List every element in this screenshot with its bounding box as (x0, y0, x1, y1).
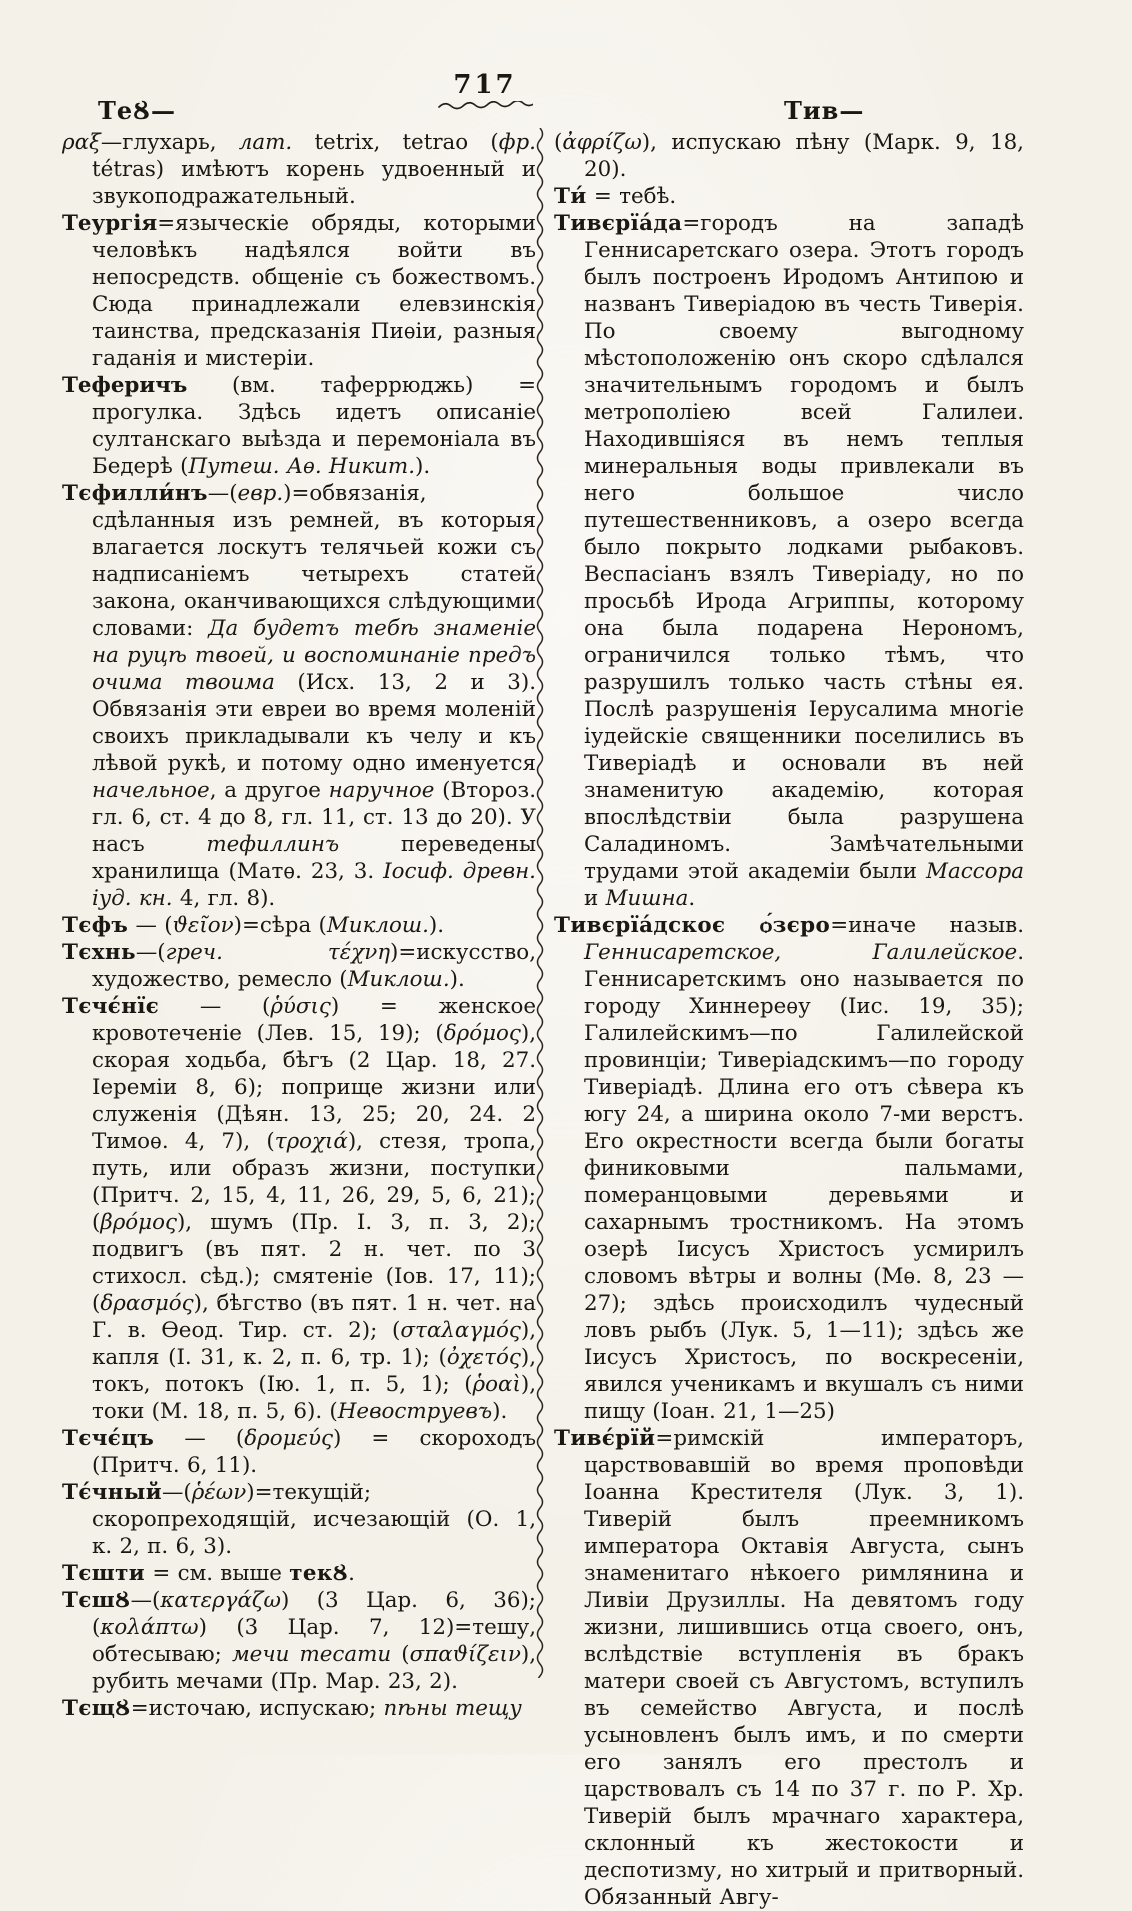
page-number-rule (437, 101, 533, 113)
dictionary-entry (62, 1695, 536, 1722)
entry-headword: Ти́ (554, 184, 587, 209)
greek-text: ϑεῖον (172, 913, 234, 938)
entry-text: — ( (154, 1426, 245, 1451)
entry-text: = тебѣ. (586, 184, 677, 209)
entry-text: тефиллинъ (206, 832, 340, 857)
entry-text: Да будетъ тебѣ знаменіе на руцѣ твоей, и воспоминаніе предъ очима твоима (92, 616, 536, 695)
entry-headword: Тивєрїа́дскоє ѻ́зєро (554, 913, 831, 938)
entry-text: )=обвязанія, сдѣланныя изъ ремней, въ которыя влагается лоскутъ телячьей кожи съ надписаніемъ четырехъ статей закона, оканчивающихся слѣдующими словами: (92, 481, 536, 641)
entry-text: . Геннисаретскимъ оно называется по городу Хиннереѳу (Іис. 19, 35); Галилейскимъ—по Галилейской провинціи; Тиверіадскимъ—по городу Тиверіадѣ. Длина его отъ сѣвера къ югу 24, а ширина около 7-ми верстъ. Его окрестности всегда были богаты финиковыми пальмами, померанцовыми деревьями и сахарнымъ тростникомъ. На этомъ озерѣ Іисусъ Христосъ усмирилъ словомъ вѣтры и волны (Мѳ. 8, 23 — 27); здѣсь происходилъ чудесный ловъ рыбъ (Лук. 5, 1—11); здѣсь же Іисусъ Христосъ, по воскресеніи, явился ученикамъ и вкушалъ съ ними пищу (Іоан. 21, 1—25) (584, 940, 1024, 1424)
entry-text: фр. (498, 130, 536, 155)
entry-text: —( (130, 1588, 161, 1613)
entry-text: Путеш. Аѳ. Никит. (188, 454, 415, 479)
dictionary-entry (62, 912, 536, 939)
entry-text: Іосиф. древн. іуд. кн. (92, 859, 536, 911)
dictionary-entry (554, 129, 1024, 183)
dictionary-entry (62, 1560, 536, 1587)
dictionary-entry (62, 210, 536, 372)
column-divider-rule (534, 128, 548, 1678)
entry-text: )=искусство, художество, ремесло ( (92, 940, 536, 992)
column-divider-path (538, 128, 543, 1678)
dictionary-entry (554, 183, 1024, 210)
entry-text: —( (207, 481, 238, 506)
entry-text: Миклош. (326, 913, 429, 938)
entry-text: ), скорая ходьба, бѣгъ (2 Цар. 18, 27. Іереміи 8, 6); поприще жизни или служенія (Дѣян. 13, 25; 20, 24. 2 Тимоѳ. 4, 7), ( (92, 1021, 536, 1154)
entry-headword: Тєхнь (62, 940, 136, 965)
greek-text: δρόμος (443, 1021, 521, 1046)
entry-text: =источаю, испускаю; (130, 1696, 384, 1721)
entry-text: = см. выше (145, 1561, 290, 1586)
entry-text: ), шумъ (Пр. І. 3, п. 3, 2); подвигъ (въ пят. 2 н. чет. по 3 стихосл. сѣд.); смятеніе (Іов. 17, 11); ( (92, 1210, 536, 1316)
greek-text: ῥοαὶ (472, 1372, 521, 1397)
page-number: 717 (453, 70, 517, 100)
entry-text: (Второз. гл. 6, ст. 4 до 8, гл. 11, ст. 13 до 20). У насъ (92, 778, 536, 857)
entry-text: евр. (237, 481, 284, 506)
entry-text: (Исх. 13, 2 и 3). Обвязанія эти евреи во время моленій своихъ прикладывали къ челу и къ лѣвой рукѣ, и потому одно именуется (92, 670, 536, 776)
dictionary-entry (62, 993, 536, 1425)
entry-headword: Теургія (62, 211, 158, 236)
dictionary-entry (62, 129, 536, 210)
dictionary-entry (62, 1425, 536, 1479)
entry-headword: текȢ (289, 1561, 349, 1586)
entry-text: и (584, 886, 606, 911)
entry-text: наручное (328, 778, 435, 803)
entry-text: пѣны тещу (383, 1696, 522, 1721)
entry-text: —( (161, 1480, 192, 1505)
dictionary-entry (62, 939, 536, 993)
greek-text: κατεργάζω (160, 1588, 281, 1613)
entry-headword: Тє́чный (62, 1480, 162, 1505)
right-column (554, 129, 1024, 1911)
greek-text: σπαϑίζειν (409, 1642, 521, 1667)
greek-text: δρομεύς (244, 1426, 333, 1451)
entry-text: ), рубить мечами (Пр. Мар. 23, 2). (92, 1642, 536, 1694)
greek-text: κολάπτω (100, 1615, 199, 1640)
entry-text: мечи тесати (231, 1642, 392, 1667)
entry-text: ), стезя, тропа, путь, или образъ жизни, поступки (Притч. 2, 15, 4, 11, 26, 29, 5, 6, 21); ( (92, 1129, 536, 1235)
entry-text: ) = скороходъ (Притч. 6, 11). (92, 1426, 536, 1478)
entry-text: — ( (159, 994, 271, 1019)
entry-text: ( (391, 1642, 410, 1667)
entry-text: ), бѣгство (въ пят. 1 н. чет. на Г. в. Ѳеод. Тир. ст. 2); ( (92, 1291, 536, 1343)
entry-text: )=сѣра ( (233, 913, 327, 938)
entry-headword: Тивєрїа́да (554, 211, 683, 236)
entry-text: tetrix, tetrao ( (292, 130, 499, 155)
entry-text: ), капля (І. 31, к. 2, п. 6, тр. 1); ( (92, 1318, 536, 1370)
entry-headword: ТєщȢ (62, 1696, 131, 1721)
greek-text: δρασμός (100, 1291, 194, 1316)
greek-text: ῥέων (191, 1480, 247, 1505)
entry-text: —глухарь, (100, 130, 239, 155)
dictionary-entry (554, 912, 1024, 1425)
greek-text: ραξ (62, 130, 101, 155)
greek-text: βρόμος (100, 1210, 177, 1235)
running-head-right: Тив— (784, 96, 865, 125)
entry-text: — ( (128, 913, 173, 938)
entry-text: =городъ на западѣ Геннисаретскаго озера. Этотъ городъ былъ построенъ Иродомъ Антипою и названъ Тиверіадою въ честь Тиверія. По своему выгодному мѣстоположенію онъ скоро сдѣлался значительнымъ городомъ и былъ метрополіею всей Галилеи. Находившіяся въ немъ теплыя минеральныя воды привлекали въ него большое число путешественниковъ, а озеро всегда было покрыто лодками рыбаковъ. Веспасіанъ взялъ Тиверіаду, но по просьбѣ Ирода Агриппы, которому она была подарена Нерономъ, ограничился только тѣмъ, что разрушилъ только часть стѣны ея. Послѣ разрушенія Іерусалима многіе іудейскіе священники поселились въ Тиверіадѣ и основали въ ней знаменитую академію, которая впослѣдствіи была разрушена Саладиномъ. Замѣчательными трудами этой академіи были (584, 211, 1024, 884)
entry-headword: Тивє́рїй (554, 1426, 656, 1451)
entry-text: , а другое (209, 778, 329, 803)
dictionary-entry (62, 372, 536, 480)
greek-text: τροχιά (274, 1129, 348, 1154)
entry-text: ). (449, 967, 465, 992)
greek-text: τέχνη (327, 940, 391, 965)
dictionary-entry (62, 1587, 536, 1695)
entry-text: ) (3 Цар. 6, 36); ( (92, 1588, 536, 1640)
entry-text: Мишна (605, 886, 689, 911)
entry-text: Геннисаретское, Галилейское (584, 940, 1018, 965)
entry-text: Невоструевъ (337, 1399, 493, 1424)
greek-text: ἀφρίζω (562, 130, 642, 155)
entry-text: греч. (165, 940, 223, 965)
entry-text: начельное (92, 778, 210, 803)
entry-text: ), токи (М. 18, п. 5, 6). ( (92, 1372, 536, 1424)
entry-text: —( (135, 940, 166, 965)
entry-headword: ТєшȢ (62, 1588, 131, 1613)
entry-text: tétras) имѣютъ корень удвоенный и звукоподражательный. (92, 157, 536, 209)
dictionary-entry (554, 1425, 1024, 1911)
entry-headword: Тєфилли́нъ (62, 481, 208, 506)
left-column (62, 129, 536, 1722)
entry-text: Массора (926, 859, 1024, 884)
entry-text: )=текущій; скоропреходящій, исчезающій (О. 1, к. 2, п. 6, 3). (92, 1480, 536, 1559)
entry-text: ). (492, 1399, 508, 1424)
entry-text: ). (428, 913, 445, 938)
entry-text: ). (415, 454, 431, 479)
entry-text: =римскій императоръ, царствовавшій во время проповѣди Іоанна Крестителя (Лук. 3, 1). Тиверій былъ преемникомъ императора Октавія Августа, сынъ знаменитаго нѣкоего римлянина и Ливіи Друзиллы. На девятомъ году жизни, лишившись отца своего, онъ, вслѣдствіе вступленія въ бракъ матери своей съ Августомъ, вступилъ въ семейство Августа, и послѣ усыновленъ былъ имъ, и по смерти его занялъ его престолъ и царствовалъ съ 14 по 37 г. по Р. Хр. Тиверій былъ мрачнаго характера, склонный къ жестокости и деспотизму, но хитрый и притворный. Обязанный Авгу- (584, 1426, 1024, 1910)
entry-text: ), испускаю пѣну (Марк. 9, 18, 20). (584, 130, 1024, 182)
entry-text: лат. (238, 130, 293, 155)
dictionary-entry (554, 210, 1024, 912)
greek-text: σταλαγμός (400, 1318, 521, 1343)
entry-text: ) = женское кровотеченіе (Лев. 15, 19); ( (92, 994, 536, 1046)
entry-headword: Тєчє́нїє (62, 994, 160, 1019)
entry-text: =иначе назыв. (830, 913, 1024, 938)
entry-text: Миклош. (347, 967, 450, 992)
dictionary-entry (62, 480, 536, 912)
running-head-left: ТеȢ— (98, 96, 176, 125)
greek-text: ῥύσις (270, 994, 331, 1019)
entry-text: переведены хранилища (Матѳ. 23, 3. (92, 832, 536, 884)
entry-headword: Тєшти (62, 1561, 146, 1586)
entry-text: ( (554, 130, 563, 155)
entry-text: =языческіе обряды, которыми человѣкъ надѣялся войти въ непосредств. общеніе съ божествомъ. Сюда принадлежали елевзинскія таинства, предсказанія Пиѳіи, разныя гаданія и мистеріи. (92, 211, 536, 371)
dictionary-entry (62, 1479, 536, 1560)
entry-headword: Тєфъ (62, 913, 129, 938)
greek-text: ὀχετός (446, 1345, 521, 1370)
entry-text (223, 940, 328, 965)
entry-text: 4, гл. 8). (172, 886, 276, 911)
entry-text: . (348, 1561, 355, 1586)
entry-headword: Теферичъ (62, 373, 188, 398)
entry-text: ) (3 Цар. 7, 12)=тешу, обтесываю; (92, 1615, 536, 1667)
entry-text: . (688, 886, 696, 911)
entry-text: (вм. таферрюджь) = прогулка. Здѣсь идетъ описаніе султанскаго выѣзда и перемоніала въ Бедерѣ ( (92, 373, 536, 479)
entry-text: ), токъ, потокъ (Ію. 1, п. 5, 1); ( (92, 1345, 536, 1397)
entry-headword: Тєчє́цъ (62, 1426, 155, 1451)
